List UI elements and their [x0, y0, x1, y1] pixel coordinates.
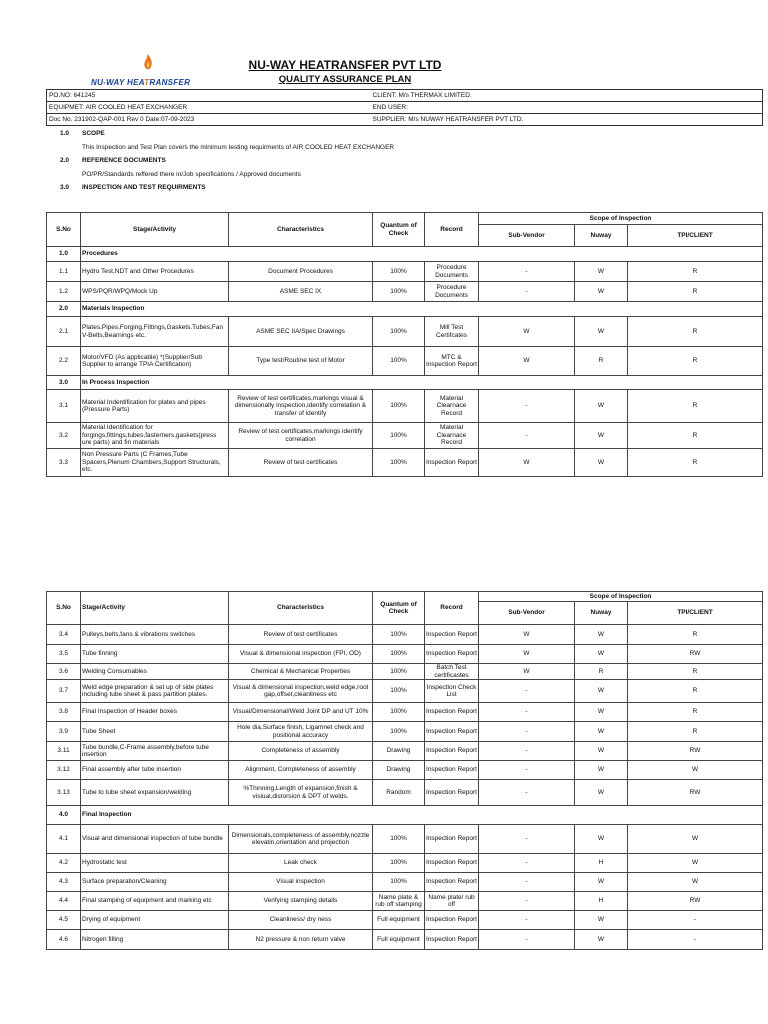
table-row: [47, 347, 763, 376]
cell-nuway: W: [575, 390, 628, 423]
cell-record: Inspection Report: [425, 722, 479, 742]
cell-tpi-client: RW: [628, 645, 763, 664]
cell-tpi-client: R: [628, 423, 763, 449]
cell-sno: 2.0: [47, 302, 81, 317]
cell-nuway: H: [575, 892, 628, 911]
cell-record: Inspection Report: [425, 761, 479, 780]
table-row: [47, 664, 763, 680]
cell-record: Inspection Report: [425, 930, 479, 950]
cell-stage: Non Pressure Parts (C Frames,Tube Spacers,Plenum Chambers,Support Structurals, etc.: [81, 449, 229, 477]
header-quantum: Quantum of Check: [373, 213, 425, 247]
cell-quantum: 100%: [373, 854, 425, 873]
table-row: [47, 262, 763, 282]
cell-nuway: W: [575, 780, 628, 806]
table-row: [47, 680, 763, 703]
cell-sno: 3.12: [47, 761, 81, 780]
cell-sno: 4.6: [47, 930, 81, 950]
cell-tpi-client: R: [628, 390, 763, 423]
cell-tpi-client: R: [628, 317, 763, 347]
cell-quantum: 100%: [373, 703, 425, 722]
cell-record: Batch Test certificastes: [425, 664, 479, 680]
cell-sub-vendor: -: [479, 873, 575, 892]
cell-tpi-client: W: [628, 873, 763, 892]
table-row: [47, 825, 763, 854]
section-row: [47, 247, 763, 262]
cell-record: Mill Test Certifcates: [425, 317, 479, 347]
cell-quantum: 100%: [373, 873, 425, 892]
cell-characteristics: Review of test certificates,markings identify correlation: [229, 423, 373, 449]
cell-record: Name plate/ rub off: [425, 892, 479, 911]
cell-sno: 4.2: [47, 854, 81, 873]
cell-quantum: Full equipment: [373, 911, 425, 930]
cell-characteristics: Leak check: [229, 854, 373, 873]
cell-tpi-client: R: [628, 449, 763, 477]
cell-sub-vendor: -: [479, 854, 575, 873]
cell-sub-vendor: -: [479, 703, 575, 722]
cell-record: Inspection Report: [425, 780, 479, 806]
cell-sub-vendor: -: [479, 722, 575, 742]
cell-quantum: 100%: [373, 262, 425, 282]
header-stage: Stage/Activity: [81, 592, 229, 625]
cell-nuway: R: [575, 664, 628, 680]
header-characteristics: Characteristics: [229, 592, 373, 625]
cell-quantum: 100%: [373, 722, 425, 742]
cell-record: Inspection Check List: [425, 680, 479, 703]
cell-sno: 2.1: [47, 317, 81, 347]
cell-quantum: 100%: [373, 317, 425, 347]
table-row: [47, 892, 763, 911]
section-title: REFERENCE DOCUMENTS: [82, 157, 166, 164]
cell-sno: 3.7: [47, 680, 81, 703]
cell-sno: 3.4: [47, 625, 81, 645]
cell-quantum: 100%: [373, 390, 425, 423]
section-number: 2.0: [60, 157, 70, 164]
cell-characteristics: Document Procedures: [229, 262, 373, 282]
cell-tpi-client: R: [628, 262, 763, 282]
section-row: [47, 376, 763, 390]
section-title: SCOPE: [82, 130, 105, 137]
cell-tpi-client: -: [628, 930, 763, 950]
cell-nuway: H: [575, 854, 628, 873]
company-logo: [88, 54, 208, 90]
cell-tpi-client: RW: [628, 892, 763, 911]
cell-nuway: W: [575, 262, 628, 282]
cell-stage: Tube finning: [81, 645, 229, 664]
cell-tpi-client: R: [628, 722, 763, 742]
header-scope: Scope of Inspection: [479, 592, 763, 602]
table-row: [47, 761, 763, 780]
section-reference-text: [46, 171, 746, 185]
section-number: 1.0: [60, 130, 70, 137]
cell-quantum: Full equipment: [373, 930, 425, 950]
cell-record: Inspection Report: [425, 825, 479, 854]
table-row: [47, 780, 763, 806]
section-number: 3.0: [60, 184, 70, 191]
cell-sno: 1.0: [47, 247, 81, 262]
cell-quantum: 100%: [373, 645, 425, 664]
cell-characteristics: Dimensionals,completeness of assembly,nozzle elevatin,orientation and projection: [229, 825, 373, 854]
header-nuway: Nuway: [575, 602, 628, 625]
section-heading: Materials Inspection: [81, 302, 763, 317]
cell-record: Material Clearnace Record: [425, 390, 479, 423]
cell-nuway: W: [575, 742, 628, 761]
cell-tpi-client: R: [628, 282, 763, 302]
header-nuway: Nuway: [575, 225, 628, 247]
section-row: [47, 806, 763, 825]
section-scope-text: [46, 144, 746, 158]
document-sections: [46, 130, 746, 198]
header-sno: S.No: [47, 592, 81, 625]
info-left-cell: PO.NO: 641245: [47, 90, 371, 102]
flame-icon: [143, 54, 153, 72]
cell-record: Inspection Report: [425, 911, 479, 930]
cell-quantum: Drawing: [373, 742, 425, 761]
cell-nuway: W: [575, 761, 628, 780]
section-heading: Procedures: [81, 247, 763, 262]
inspection-table-2: [46, 591, 763, 950]
cell-stage: WPS/PQR/WPQ/Mock Up: [81, 282, 229, 302]
cell-sno: 4.0: [47, 806, 81, 825]
cell-sno: 3.5: [47, 645, 81, 664]
cell-nuway: W: [575, 625, 628, 645]
header-sub-vendor: Sub-Vendor: [479, 225, 575, 247]
section-title: INSPECTION AND TEST REQUIRMENTS: [82, 184, 206, 191]
cell-tpi-client: R: [628, 625, 763, 645]
table-row: [47, 854, 763, 873]
cell-sno: 3.13: [47, 780, 81, 806]
section-reference: [46, 157, 746, 171]
cell-nuway: W: [575, 930, 628, 950]
cell-record: Inspection Report: [425, 645, 479, 664]
cell-stage: Weld edge preparation & set up of side plates including tube sheet & pass partition plates.: [81, 680, 229, 703]
cell-quantum: 100%: [373, 664, 425, 680]
cell-characteristics: Verifying stamping details: [229, 892, 373, 911]
cell-sno: 3.6: [47, 664, 81, 680]
cell-stage: Drying of equipment: [81, 911, 229, 930]
cell-quantum: 100%: [373, 625, 425, 645]
cell-nuway: W: [575, 911, 628, 930]
header-characteristics: Characteristics: [229, 213, 373, 247]
table-row: [47, 625, 763, 645]
cell-nuway: W: [575, 449, 628, 477]
cell-stage: Tube bundle,C-Frame assembly,before tube insertion: [81, 742, 229, 761]
cell-stage: Material Indentification for plates and pipes (Pressure Parts): [81, 390, 229, 423]
table-row: [47, 873, 763, 892]
cell-record: Inspection Report: [425, 449, 479, 477]
cell-sno: 3.9: [47, 722, 81, 742]
table-row: [47, 742, 763, 761]
cell-characteristics: Visual & dimensional inspection,weld edge,root gap,offset,cleanliness etc: [229, 680, 373, 703]
section-inspection: [46, 184, 746, 198]
cell-record: Inspection Report: [425, 854, 479, 873]
cell-stage: Tube Sheet: [81, 722, 229, 742]
cell-characteristics: Review of test certificates: [229, 625, 373, 645]
table-row: [47, 317, 763, 347]
cell-quantum: 100%: [373, 449, 425, 477]
cell-stage: Tube to tube sheet expansion/welding: [81, 780, 229, 806]
table-row: [47, 390, 763, 423]
cell-quantum: 100%: [373, 347, 425, 376]
table-row: [47, 449, 763, 477]
header-quantum: Quantum of Check: [373, 592, 425, 625]
document-info-table: [46, 89, 763, 126]
cell-stage: Surface preparation/Cleaning: [81, 873, 229, 892]
header-tpi-client: TPI/CLIENT: [628, 225, 763, 247]
header-stage: Stage/Activity: [81, 213, 229, 247]
cell-record: Inspection Report: [425, 873, 479, 892]
cell-characteristics: ASME SEC IIA/Spec Drawings: [229, 317, 373, 347]
cell-sno: 3.11: [47, 742, 81, 761]
header-record: Record: [425, 592, 479, 625]
cell-record: Inspection Report: [425, 742, 479, 761]
section-row: [47, 302, 763, 317]
section-text: This Inspection and Test Plan covers the minimum testing requirments of AIR COOLED HEAT EXCHANGER: [82, 143, 395, 151]
info-row: [47, 102, 763, 114]
section-heading: In Process Inspection: [81, 376, 763, 390]
cell-stage: Final assembly after tube insertion: [81, 761, 229, 780]
cell-characteristics: Alignment, Completeness of assembly: [229, 761, 373, 780]
cell-quantum: 100%: [373, 680, 425, 703]
cell-tpi-client: R: [628, 703, 763, 722]
header-scope: Scope of Inspection: [479, 213, 763, 225]
cell-stage: Hydrostatic test: [81, 854, 229, 873]
cell-sub-vendor: -: [479, 423, 575, 449]
cell-sub-vendor: W: [479, 664, 575, 680]
section-heading: Final Inspection: [81, 806, 763, 825]
cell-record: Procedure Documents: [425, 282, 479, 302]
info-right-cell: END USER:: [371, 102, 763, 114]
cell-sub-vendor: -: [479, 930, 575, 950]
cell-sub-vendor: -: [479, 780, 575, 806]
cell-sno: 1.1: [47, 262, 81, 282]
cell-sub-vendor: W: [479, 347, 575, 376]
cell-stage: Welding Consumables: [81, 664, 229, 680]
cell-characteristics: ASME SEC IX: [229, 282, 373, 302]
cell-sub-vendor: W: [479, 625, 575, 645]
cell-record: Material Clearnace Record: [425, 423, 479, 449]
cell-nuway: W: [575, 873, 628, 892]
cell-characteristics: Visual & dimensional inspection (FPI, OD): [229, 645, 373, 664]
cell-nuway: W: [575, 825, 628, 854]
cell-sno: 3.3: [47, 449, 81, 477]
cell-nuway: W: [575, 317, 628, 347]
cell-tpi-client: RW: [628, 780, 763, 806]
cell-sub-vendor: -: [479, 282, 575, 302]
cell-characteristics: Chemical & Mechanical Properties: [229, 664, 373, 680]
info-left-cell: Doc No. 231902-QAP-001 Rev 0 Date:07-09-2023: [47, 114, 371, 126]
inspection-table-1: [46, 212, 763, 477]
cell-tpi-client: W: [628, 825, 763, 854]
cell-stage: Motor/VFD (As applicable) *(Supplier/Sub Supplier to arrange TPIA Certification): [81, 347, 229, 376]
cell-sub-vendor: -: [479, 911, 575, 930]
cell-tpi-client: RW: [628, 742, 763, 761]
company-title: NU-WAY HEATRANSFER PVT LTD: [248, 58, 442, 72]
cell-sub-vendor: -: [479, 742, 575, 761]
cell-sno: 3.1: [47, 390, 81, 423]
cell-record: Inspection Report: [425, 625, 479, 645]
table-row: [47, 930, 763, 950]
cell-sno: 3.2: [47, 423, 81, 449]
cell-nuway: W: [575, 423, 628, 449]
cell-characteristics: Hole dia,Surface finish, Ligamnet check and positional accuracy: [229, 722, 373, 742]
cell-sub-vendor: W: [479, 645, 575, 664]
cell-tpi-client: W: [628, 761, 763, 780]
logo-wordmark: NU-WAY HEATRANSFER: [91, 78, 191, 87]
cell-quantum: 100%: [373, 282, 425, 302]
cell-characteristics: Visual/Dimensional/Weld Joint DP and UT 10%: [229, 703, 373, 722]
info-right-cell: SUPPLIER: M/s NUWAY HEATRANSFER PVT LTD.: [371, 114, 763, 126]
cell-characteristics: Visual inspection: [229, 873, 373, 892]
cell-characteristics: N2 pressure & non return valve: [229, 930, 373, 950]
cell-quantum: 100%: [373, 825, 425, 854]
cell-sno: 4.4: [47, 892, 81, 911]
cell-tpi-client: W: [628, 854, 763, 873]
cell-sno: 4.1: [47, 825, 81, 854]
cell-record: Procedure Documents: [425, 262, 479, 282]
cell-tpi-client: R: [628, 680, 763, 703]
cell-tpi-client: -: [628, 911, 763, 930]
table-row: [47, 423, 763, 449]
section-scope: [46, 130, 746, 144]
cell-sno: 3.8: [47, 703, 81, 722]
cell-sub-vendor: -: [479, 892, 575, 911]
table-row: [47, 911, 763, 930]
cell-quantum: Name plate & rub off stamping: [373, 892, 425, 911]
cell-sub-vendor: W: [479, 449, 575, 477]
cell-record: Inspection Report: [425, 703, 479, 722]
table-row: [47, 703, 763, 722]
header-sno: S.No: [47, 213, 81, 247]
cell-sno: 4.5: [47, 911, 81, 930]
info-row: [47, 90, 763, 102]
cell-stage: Material Identification for forgings,fittings,tubes,fasterners,gaskets(press ure parts) and fin materials: [81, 423, 229, 449]
info-left-cell: EQUIPMET: AIR COOLED HEAT EXCHANGER: [47, 102, 371, 114]
cell-characteristics: Completeness of assembly: [229, 742, 373, 761]
cell-stage: Visual and dimensional inspection of tube bundle: [81, 825, 229, 854]
section-text: PO/PR/Standards reffered there in/Job specifications / Approved documents: [82, 170, 301, 178]
cell-stage: Nitrogen filling: [81, 930, 229, 950]
cell-quantum: 100%: [373, 423, 425, 449]
cell-record: MTC & Inspection Report: [425, 347, 479, 376]
cell-sub-vendor: -: [479, 825, 575, 854]
info-row: [47, 114, 763, 126]
cell-stage: Final stamping of equipment and marking etc: [81, 892, 229, 911]
cell-nuway: W: [575, 282, 628, 302]
cell-quantum: Random: [373, 780, 425, 806]
cell-nuway: W: [575, 680, 628, 703]
header-sub-vendor: Sub-Vendor: [479, 602, 575, 625]
cell-stage: Final Inspection of Header boxes: [81, 703, 229, 722]
cell-nuway: W: [575, 645, 628, 664]
cell-quantum: Drawing: [373, 761, 425, 780]
cell-nuway: R: [575, 347, 628, 376]
cell-sub-vendor: -: [479, 262, 575, 282]
cell-stage: Pulleys,belts,fans & vibrations switches: [81, 625, 229, 645]
document-title: QUALITY ASSURANCE PLAN: [278, 74, 412, 85]
cell-characteristics: %Thinning,Length of expansion,finish & visiual,distorsion & DPT of welds.: [229, 780, 373, 806]
cell-sno: 1.2: [47, 282, 81, 302]
table-row: [47, 722, 763, 742]
table-row: [47, 645, 763, 664]
header-record: Record: [425, 213, 479, 247]
cell-tpi-client: R: [628, 347, 763, 376]
cell-nuway: W: [575, 722, 628, 742]
table-row: [47, 282, 763, 302]
cell-sno: 2.2: [47, 347, 81, 376]
cell-tpi-client: R: [628, 664, 763, 680]
cell-sub-vendor: -: [479, 680, 575, 703]
cell-characteristics: Type test/Routine test of Motor: [229, 347, 373, 376]
header-tpi-client: TPI/CLIENT: [628, 602, 763, 625]
cell-nuway: W: [575, 703, 628, 722]
cell-characteristics: Review of test certificates,markings visual & dimensionally inspection,identify correlation & transfer of identify: [229, 390, 373, 423]
cell-sno: 3.0: [47, 376, 81, 390]
cell-characteristics: Cleanliness/ dry ness: [229, 911, 373, 930]
cell-sub-vendor: -: [479, 761, 575, 780]
info-right-cell: CLIENT: M/s THERMAX LIMITED.: [371, 90, 763, 102]
cell-stage: Plates,Pipes,Forging,Fittings,Gaskets.Tubes,Fan V-Belts,Bearnings etc.: [81, 317, 229, 347]
cell-sno: 4.3: [47, 873, 81, 892]
cell-stage: Hydro Test,NDT and Other Procedures: [81, 262, 229, 282]
cell-sub-vendor: W: [479, 317, 575, 347]
cell-characteristics: Review of test certificates: [229, 449, 373, 477]
cell-sub-vendor: -: [479, 390, 575, 423]
